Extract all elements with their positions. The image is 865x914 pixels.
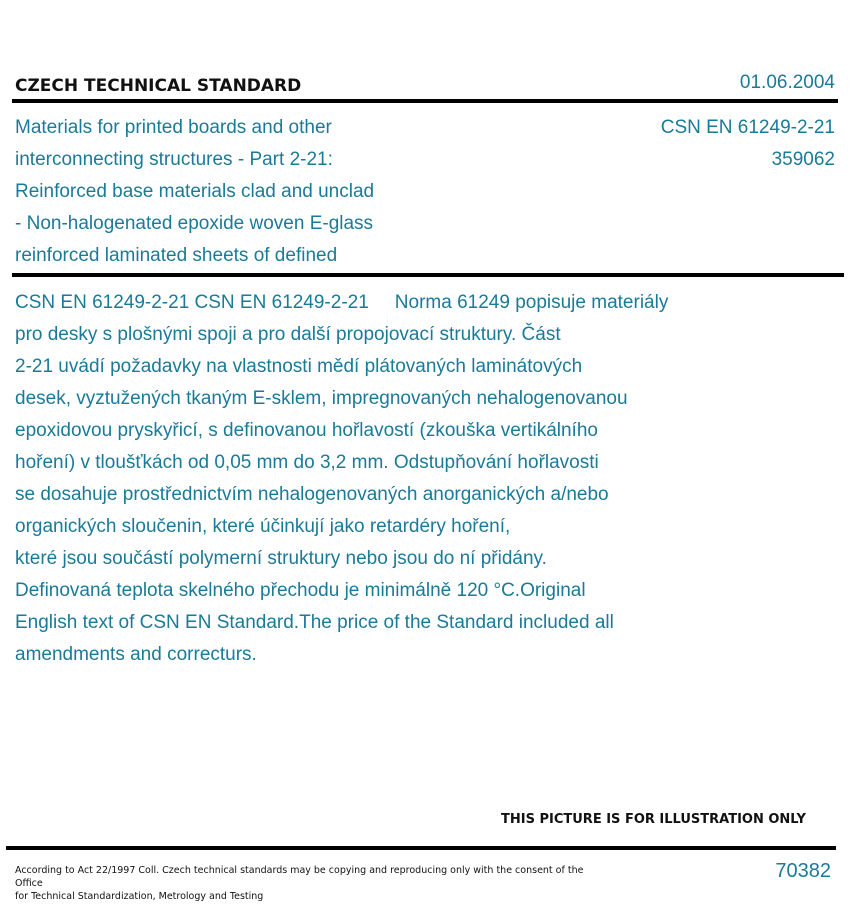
catalog-number: 359062 [771, 149, 835, 170]
description-line: amendments and correcturs. [15, 644, 257, 665]
illustration-disclaimer: THIS PICTURE IS FOR ILLUSTRATION ONLY [501, 812, 806, 827]
standard-code: CSN EN 61249-2-21 [660, 117, 835, 138]
description-line: organických sloučenin, které účinkují jako retardéry hoření, [15, 516, 511, 537]
legal-line: for Technical Standardization, Metrology and Testing [15, 891, 264, 902]
description-lead: CSN EN 61249-2-21 CSN EN 61249-2-21 [15, 292, 369, 313]
standard-title [15, 112, 435, 272]
document-number: 70382 [775, 860, 831, 882]
legal-notice [15, 864, 595, 903]
description-line: CSN EN 61249-2-21 CSN EN 61249-2-21 Norma 61249 popisuje materiály [15, 292, 669, 313]
standard-codes [661, 112, 835, 176]
title-line: interconnecting structures - Part 2-21: [15, 149, 333, 170]
description-line: epoxidovou pryskyřicí, s definovanou hořlavostí (zkouška vertikálního [15, 420, 598, 441]
description-line: English text of CSN EN Standard.The price of the Standard included all [15, 612, 614, 633]
title-line: reinforced laminated sheets of defined [15, 245, 338, 266]
legal-line: According to Act 22/1997 Coll. Czech technical standards may be copying and reproducing only with the consent of the Office [15, 865, 584, 889]
standard-description [15, 287, 775, 671]
footer-divider [6, 846, 836, 850]
publication-date: 01.06.2004 [739, 72, 835, 93]
description-line: pro desky s plošnými spoji a pro další propojovací struktury. Část [15, 324, 561, 345]
header-divider [12, 99, 838, 103]
title-line: Materials for printed boards and other [15, 117, 332, 138]
description-line: Definovaná teplota skelného přechodu je minimálně 120 °C.Original [15, 580, 586, 601]
description-line: 2-21 uvádí požadavky na vlastnosti mědí plátovaných laminátových [15, 356, 583, 377]
title-line: - Non-halogenated epoxide woven E-glass [15, 213, 374, 234]
description-line: desek, vyztužených tkaným E-sklem, impregnovaných nehalogenovanou [15, 388, 628, 409]
standard-type-heading: CZECH TECHNICAL STANDARD [15, 76, 302, 96]
description-line: které jsou součástí polymerní struktury nebo jsou do ní přidány. [15, 548, 547, 569]
description-line: se dosahuje prostřednictvím nehalogenovaných anorganických a/nebo [15, 484, 609, 505]
description-line: hoření) v tloušťkách od 0,05 mm do 3,2 mm. Odstupňování hořlavosti [15, 452, 599, 473]
title-divider [12, 273, 844, 277]
title-line: Reinforced base materials clad and unclad [15, 181, 375, 202]
